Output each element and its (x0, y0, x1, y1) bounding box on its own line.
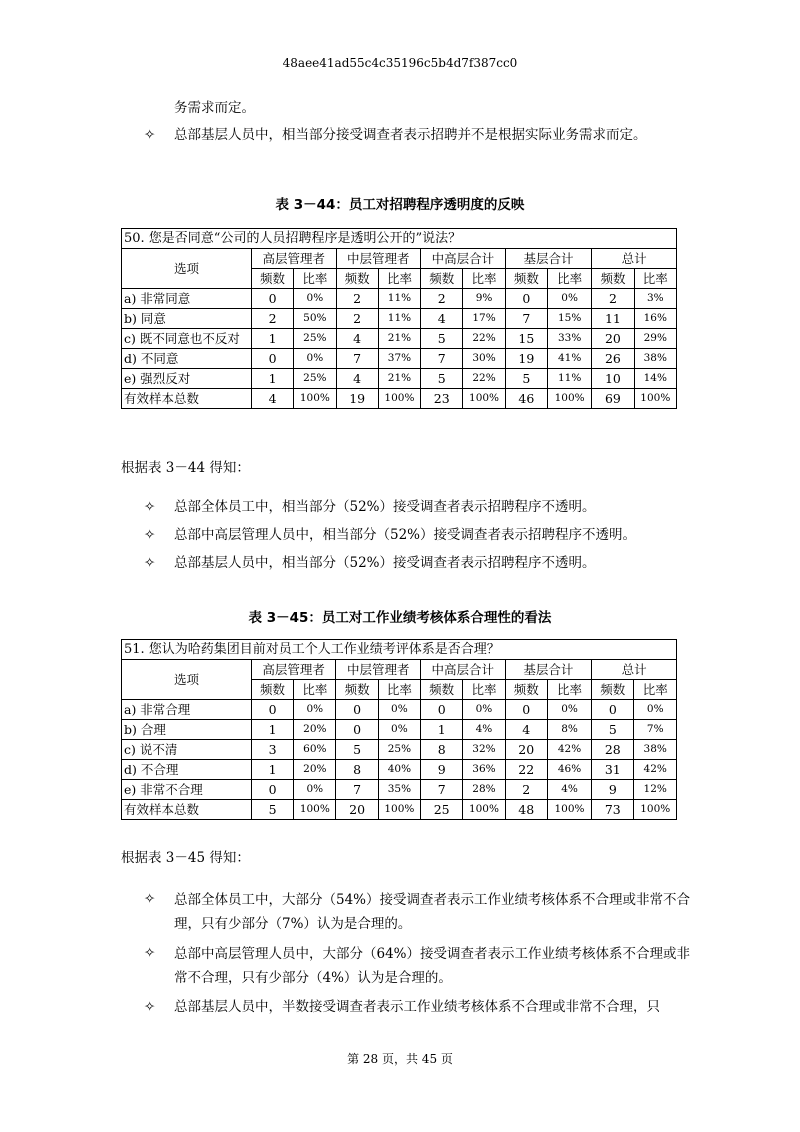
ratio-cell: 100% (294, 389, 336, 409)
sub-header: 比率 (463, 269, 505, 289)
sub-header: 比率 (294, 680, 336, 700)
ratio-cell: 0% (294, 700, 336, 720)
frequency-cell: 4 (505, 720, 547, 740)
table-44-title: 表 3－44：员工对招聘程序透明度的反映 (275, 197, 525, 213)
frequency-cell: 46 (505, 389, 547, 409)
conclusion-44-bullet (144, 524, 704, 548)
ratio-cell: 40% (378, 760, 420, 780)
ratio-cell: 12% (634, 780, 677, 800)
frequency-cell: 48 (505, 800, 547, 820)
option-header: 选项 (122, 249, 252, 289)
ratio-cell: 0% (634, 700, 677, 720)
diamond-bullet-icon: ✧ (144, 999, 156, 1015)
page-footer: 第 28 页，共 45 页 (347, 1052, 453, 1066)
frequency-cell: 1 (251, 720, 293, 740)
table-45-question: 51. 您认为哈药集团目前对员工个人工作业绩考评体系是否合理？ (122, 640, 677, 660)
frequency-cell: 4 (421, 309, 463, 329)
frequency-cell: 22 (505, 760, 547, 780)
row-label: e) 非常不合理 (122, 780, 252, 800)
bullet-text: 总部中高层管理人员中，大部分（64%）接受调查者表示工作业绩考核体系不合理或非常不合理，只有少部分（4%）认为是合理的。 (174, 946, 691, 986)
diamond-bullet-icon: ✧ (144, 555, 156, 571)
group-header: 基层合计 (505, 660, 592, 680)
ratio-cell: 4% (463, 720, 505, 740)
ratio-cell: 7% (634, 720, 677, 740)
table-row (122, 349, 677, 369)
ratio-cell: 29% (634, 329, 676, 349)
frequency-cell: 0 (336, 700, 378, 720)
row-label: b) 合理 (122, 720, 252, 740)
frequency-cell: 7 (421, 349, 463, 369)
frequency-cell: 1 (251, 760, 293, 780)
ratio-cell: 100% (463, 800, 505, 820)
frequency-cell: 5 (421, 329, 463, 349)
ratio-cell: 4% (547, 780, 591, 800)
frequency-cell: 20 (592, 329, 634, 349)
ratio-cell: 3% (634, 289, 676, 309)
table-row (122, 289, 677, 309)
sub-header: 频数 (505, 269, 547, 289)
ratio-cell: 100% (294, 800, 336, 820)
ratio-cell: 100% (634, 800, 677, 820)
row-label: d) 不同意 (122, 349, 252, 369)
frequency-cell: 7 (505, 309, 547, 329)
frequency-cell: 5 (592, 720, 634, 740)
frequency-cell: 69 (592, 389, 634, 409)
row-label: c) 既不同意也不反对 (122, 329, 252, 349)
ratio-cell: 42% (547, 740, 591, 760)
frequency-cell: 3 (251, 740, 293, 760)
frequency-cell: 23 (421, 389, 463, 409)
diamond-bullet-icon: ✧ (144, 891, 156, 907)
conclusion-45-bullet (144, 888, 704, 936)
frequency-cell: 9 (421, 760, 463, 780)
table-row (122, 740, 677, 760)
conclusion-45-bullet (144, 996, 704, 1020)
diamond-bullet-icon: ✧ (144, 527, 156, 543)
ratio-cell: 37% (378, 349, 420, 369)
frequency-cell: 0 (251, 349, 293, 369)
ratio-cell: 0% (463, 700, 505, 720)
group-header: 高层管理者 (251, 249, 336, 269)
frequency-cell: 19 (505, 349, 547, 369)
frequency-cell: 0 (505, 289, 547, 309)
ratio-cell: 21% (378, 329, 420, 349)
ratio-cell: 25% (378, 740, 420, 760)
frequency-cell: 4 (336, 329, 378, 349)
sub-header: 比率 (294, 269, 336, 289)
row-label: 有效样本总数 (122, 389, 252, 409)
ratio-cell: 22% (463, 369, 505, 389)
group-header: 中层管理者 (336, 660, 421, 680)
ratio-cell: 38% (634, 740, 677, 760)
ratio-cell: 41% (547, 349, 591, 369)
ratio-cell: 35% (378, 780, 420, 800)
ratio-cell: 0% (294, 349, 336, 369)
ratio-cell: 100% (378, 389, 420, 409)
ratio-cell: 50% (294, 309, 336, 329)
row-label: c) 说不清 (122, 740, 252, 760)
ratio-cell: 38% (634, 349, 676, 369)
ratio-cell: 11% (378, 309, 420, 329)
frequency-cell: 8 (336, 760, 378, 780)
sub-header: 比率 (634, 269, 676, 289)
frequency-cell: 9 (592, 780, 634, 800)
ratio-cell: 21% (378, 369, 420, 389)
intro-continuation: 务需求而定。 (174, 100, 255, 116)
frequency-cell: 26 (592, 349, 634, 369)
intro-bullet (144, 124, 704, 148)
frequency-cell: 2 (592, 289, 634, 309)
conclusion-45-bullet (144, 942, 704, 990)
sub-header: 频数 (592, 269, 634, 289)
group-header: 中高层合计 (421, 249, 506, 269)
sub-header: 比率 (547, 269, 591, 289)
frequency-cell: 1 (421, 720, 463, 740)
table-row (122, 780, 677, 800)
bullet-text: 总部全体员工中，相当部分（52%）接受调查者表示招聘程序不透明。 (174, 499, 596, 515)
table-row (122, 800, 677, 820)
table-45 (121, 639, 677, 820)
diamond-bullet-icon: ✧ (144, 499, 156, 515)
row-label: b) 同意 (122, 309, 252, 329)
diamond-bullet-icon: ✧ (144, 945, 156, 961)
ratio-cell: 0% (294, 289, 336, 309)
ratio-cell: 36% (463, 760, 505, 780)
ratio-cell: 100% (634, 389, 676, 409)
ratio-cell: 17% (463, 309, 505, 329)
frequency-cell: 0 (336, 720, 378, 740)
ratio-cell: 100% (378, 800, 420, 820)
table-row (122, 389, 677, 409)
frequency-cell: 20 (336, 800, 378, 820)
sub-header: 比率 (378, 269, 420, 289)
group-header: 高层管理者 (251, 660, 336, 680)
group-header: 总计 (592, 249, 677, 269)
frequency-cell: 10 (592, 369, 634, 389)
ratio-cell: 20% (294, 760, 336, 780)
sub-header: 频数 (251, 680, 293, 700)
sub-header: 比率 (463, 680, 505, 700)
ratio-cell: 11% (547, 369, 591, 389)
sub-header: 比率 (378, 680, 420, 700)
table-row (122, 369, 677, 389)
ratio-cell: 14% (634, 369, 676, 389)
sub-header: 频数 (421, 680, 463, 700)
frequency-cell: 7 (421, 780, 463, 800)
frequency-cell: 20 (505, 740, 547, 760)
group-header: 中高层合计 (421, 660, 506, 680)
frequency-cell: 8 (421, 740, 463, 760)
ratio-cell: 100% (547, 389, 591, 409)
frequency-cell: 1 (251, 329, 293, 349)
ratio-cell: 25% (294, 329, 336, 349)
ratio-cell: 8% (547, 720, 591, 740)
group-header: 中层管理者 (336, 249, 421, 269)
table-44-question: 50. 您是否同意“公司的人员招聘程序是透明公开的”说法？ (122, 229, 677, 249)
ratio-cell: 0% (294, 780, 336, 800)
ratio-cell: 20% (294, 720, 336, 740)
ratio-cell: 32% (463, 740, 505, 760)
table-row (122, 760, 677, 780)
ratio-cell: 11% (378, 289, 420, 309)
frequency-cell: 11 (592, 309, 634, 329)
sub-header: 频数 (421, 269, 463, 289)
table-44 (121, 228, 677, 409)
frequency-cell: 7 (336, 780, 378, 800)
row-label: e) 强烈反对 (122, 369, 252, 389)
row-label: a) 非常合理 (122, 700, 252, 720)
table-44-conclusion-lead: 根据表 3－44 得知： (121, 460, 250, 476)
frequency-cell: 7 (336, 349, 378, 369)
ratio-cell: 0% (378, 700, 420, 720)
group-header: 基层合计 (505, 249, 592, 269)
frequency-cell: 2 (251, 309, 293, 329)
table-row (122, 329, 677, 349)
option-header: 选项 (122, 660, 252, 700)
ratio-cell: 60% (294, 740, 336, 760)
table-row (122, 700, 677, 720)
frequency-cell: 0 (592, 700, 634, 720)
diamond-bullet-icon: ✧ (144, 127, 156, 143)
frequency-cell: 5 (421, 369, 463, 389)
sub-header: 频数 (505, 680, 547, 700)
ratio-cell: 0% (378, 720, 420, 740)
frequency-cell: 0 (421, 700, 463, 720)
sub-header: 频数 (592, 680, 634, 700)
ratio-cell: 42% (634, 760, 677, 780)
frequency-cell: 2 (336, 289, 378, 309)
frequency-cell: 0 (251, 780, 293, 800)
conclusion-44-bullet (144, 496, 704, 520)
ratio-cell: 28% (463, 780, 505, 800)
frequency-cell: 31 (592, 760, 634, 780)
sub-header: 比率 (634, 680, 677, 700)
frequency-cell: 2 (421, 289, 463, 309)
sub-header: 比率 (547, 680, 591, 700)
ratio-cell: 100% (463, 389, 505, 409)
frequency-cell: 1 (251, 369, 293, 389)
bullet-text: 总部基层人员中，相当部分（52%）接受调查者表示招聘程序不透明。 (174, 555, 596, 571)
ratio-cell: 9% (463, 289, 505, 309)
conclusion-44-bullet (144, 552, 704, 576)
ratio-cell: 15% (547, 309, 591, 329)
bullet-text: 总部基层人员中，半数接受调查者表示工作业绩考核体系不合理或非常不合理，只 (174, 999, 660, 1015)
frequency-cell: 19 (336, 389, 378, 409)
ratio-cell: 16% (634, 309, 676, 329)
ratio-cell: 100% (547, 800, 591, 820)
sub-header: 频数 (336, 269, 378, 289)
frequency-cell: 0 (251, 289, 293, 309)
frequency-cell: 5 (336, 740, 378, 760)
row-label: 有效样本总数 (122, 800, 252, 820)
frequency-cell: 5 (505, 369, 547, 389)
frequency-cell: 4 (336, 369, 378, 389)
ratio-cell: 22% (463, 329, 505, 349)
table-row (122, 720, 677, 740)
ratio-cell: 25% (294, 369, 336, 389)
frequency-cell: 2 (336, 309, 378, 329)
frequency-cell: 73 (592, 800, 634, 820)
ratio-cell: 46% (547, 760, 591, 780)
ratio-cell: 30% (463, 349, 505, 369)
frequency-cell: 2 (505, 780, 547, 800)
frequency-cell: 0 (251, 700, 293, 720)
ratio-cell: 0% (547, 289, 591, 309)
ratio-cell: 33% (547, 329, 591, 349)
frequency-cell: 4 (251, 389, 293, 409)
document-id: 48aee41ad55c4c35196c5b4d7f387cc0 (282, 56, 518, 70)
table-45-conclusion-lead: 根据表 3－45 得知： (121, 850, 250, 866)
bullet-text: 总部全体员工中，大部分（54%）接受调查者表示工作业绩考核体系不合理或非常不合理，只有少部分（7%）认为是合理的。 (174, 892, 691, 932)
frequency-cell: 0 (505, 700, 547, 720)
sub-header: 频数 (336, 680, 378, 700)
row-label: d) 不合理 (122, 760, 252, 780)
table-45-title: 表 3－45：员工对工作业绩考核体系合理性的看法 (248, 610, 552, 626)
frequency-cell: 5 (251, 800, 293, 820)
row-label: a) 非常同意 (122, 289, 252, 309)
frequency-cell: 28 (592, 740, 634, 760)
bullet-text: 总部中高层管理人员中，相当部分（52%）接受调查者表示招聘程序不透明。 (174, 527, 637, 543)
frequency-cell: 15 (505, 329, 547, 349)
ratio-cell: 0% (547, 700, 591, 720)
frequency-cell: 25 (421, 800, 463, 820)
bullet-text: 总部基层人员中，相当部分接受调查者表示招聘并不是根据实际业务需求而定。 (174, 127, 647, 143)
table-row (122, 309, 677, 329)
sub-header: 频数 (251, 269, 293, 289)
group-header: 总计 (592, 660, 677, 680)
